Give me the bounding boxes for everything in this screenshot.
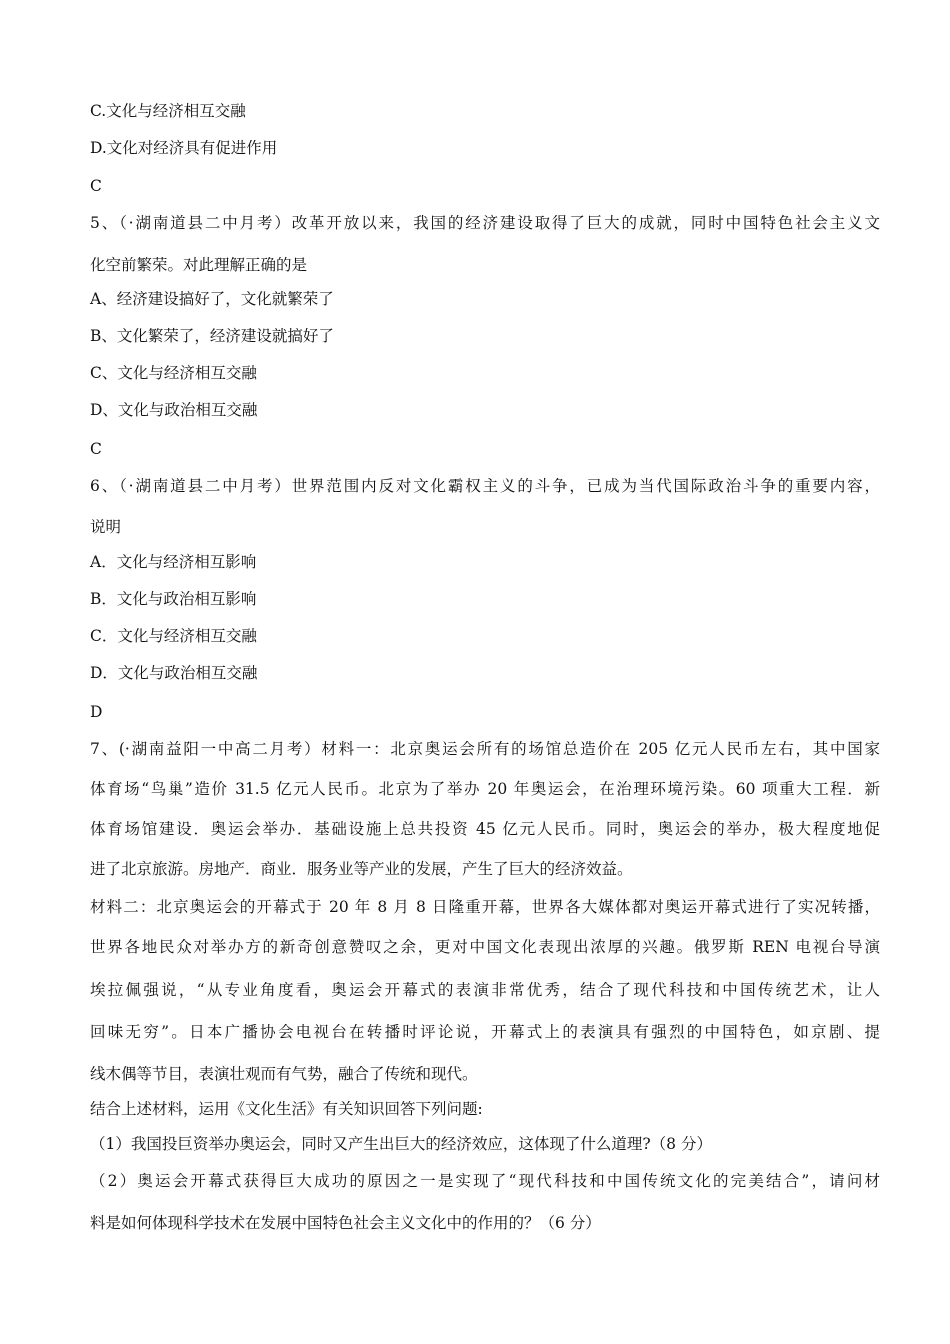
q6-stem-line2: 说明 bbox=[90, 518, 122, 536]
q7-material1-line: 7、(·湖南益阳一中高二月考）材料一：北京奥运会所有的场馆总造价在 205 亿元人民币左右，其中国家 bbox=[90, 740, 880, 758]
q6-stem-line1: 6、（·湖南道县二中月考）世界范围内反对文化霸权主义的斗争，已成为当代国际政治斗争的重要内容， bbox=[90, 477, 880, 495]
q5-option-b: B、文化繁荣了，经济建设就搞好了 bbox=[90, 327, 334, 345]
q7-material2-line: 世界各地民众对举办方的新奇创意赞叹之余，更对中国文化表现出浓厚的兴趣。俄罗斯 REN 电视台导演 bbox=[90, 938, 880, 956]
q7-material2-line: 回味无穷”。日本广播协会电视台在转播时评论说，开幕式上的表演具有强烈的中国特色，如京剧、提 bbox=[90, 1023, 880, 1041]
q4-option-c: C.文化与经济相互交融 bbox=[90, 102, 246, 120]
q7-material2-line: 埃拉佩强说，“从专业角度看，奥运会开幕式的表演非常优秀，结合了现代科技和中国传统艺术，让人 bbox=[90, 981, 880, 999]
q5-stem-line2: 化空前繁荣。对此理解正确的是 bbox=[90, 256, 308, 274]
q5-answer: C bbox=[90, 440, 102, 458]
q7-material1-line: 进了北京旅游。房地产．商业．服务业等产业的发展，产生了巨大的经济效益。 bbox=[90, 860, 633, 878]
q6-answer: D bbox=[90, 703, 103, 721]
q5-stem-line1: 5、（·湖南道县二中月考）改革开放以来，我国的经济建设取得了巨大的成就，同时中国特色社会主义文 bbox=[90, 214, 880, 232]
q7-material2-line: 材料二：北京奥运会的开幕式于 20 年 8 月 8 日隆重开幕，世界各大媒体都对奥运开幕式进行了实况转播， bbox=[90, 898, 880, 916]
q6-option-a: A．文化与经济相互影响 bbox=[90, 553, 257, 571]
q5-option-d: D、文化与政治相互交融 bbox=[90, 401, 258, 419]
q7-material1-line: 体育场“鸟巢”造价 31.5 亿元人民币。北京为了举办 20 年奥运会，在治理环境污染。60 项重大工程．新 bbox=[90, 780, 880, 798]
q5-option-c: C、文化与经济相互交融 bbox=[90, 364, 257, 382]
q7-sub-question-2-line2: 料是如何体现科学技术在发展中国特色社会主义文化中的作用的？（6 分） bbox=[90, 1214, 601, 1232]
q7-instruction: 结合上述材料，运用《文化生活》有关知识回答下列问题: bbox=[90, 1100, 483, 1118]
q5-option-a: A、经济建设搞好了，文化就繁荣了 bbox=[90, 290, 334, 308]
q7-sub-question-1: （1）我国投巨资举办奥运会，同时又产生出巨大的经济效应，这体现了什么道理?（8 分） bbox=[90, 1135, 712, 1153]
q7-sub-question-2-line1: （2）奥运会开幕式获得巨大成功的原因之一是实现了“现代科技和中国传统文化的完美结合”，请问材 bbox=[90, 1172, 880, 1190]
q4-option-d: D.文化对经济具有促进作用 bbox=[90, 139, 278, 157]
q6-option-b: B．文化与政治相互影响 bbox=[90, 590, 257, 608]
q7-material2-line: 线木偶等节目，表演壮观而有气势，融合了传统和现代。 bbox=[90, 1065, 478, 1083]
q4-answer: C bbox=[90, 177, 102, 195]
q6-option-c: C．文化与经济相互交融 bbox=[90, 627, 257, 645]
q7-material1-line: 体育场馆建设．奥运会举办．基础设施上总共投资 45 亿元人民币。同时，奥运会的举办，极大程度地促 bbox=[90, 820, 880, 838]
q6-option-d: D．文化与政治相互交融 bbox=[90, 664, 258, 682]
